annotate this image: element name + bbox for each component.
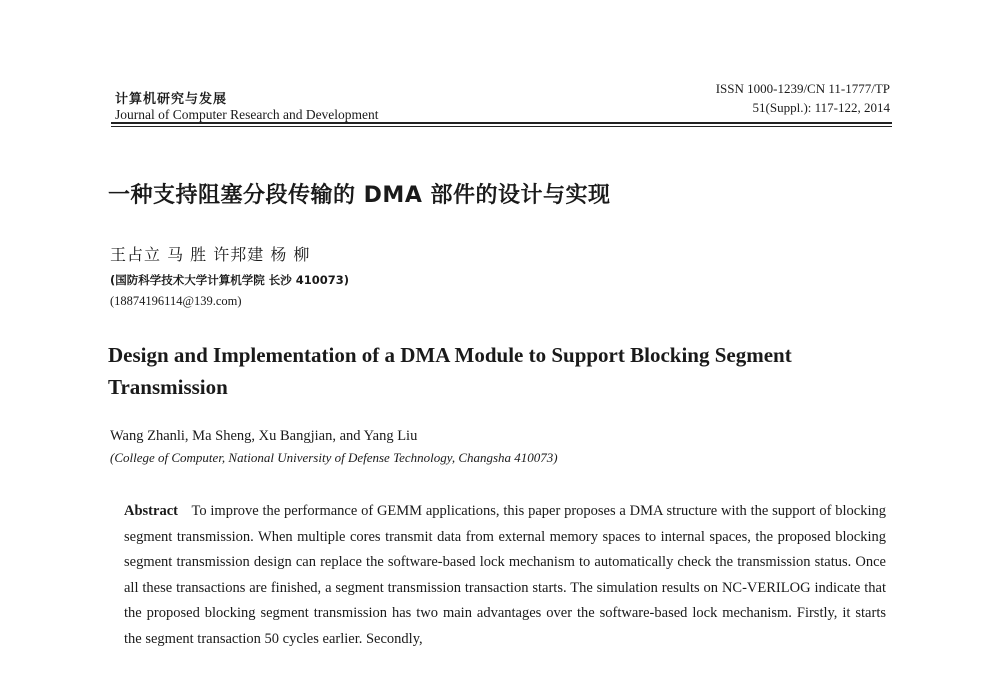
paper-title-english: Design and Implementation of a DMA Module to Support Blocking Segment Transmission xyxy=(108,343,792,399)
journal-name-english: Journal of Computer Research and Development xyxy=(115,107,379,122)
author-email: (18874196114@139.com) xyxy=(110,294,242,308)
header-rule-thin xyxy=(111,126,892,127)
journal-name-chinese: 计算机研究与发展 xyxy=(115,92,228,107)
abstract-paragraph xyxy=(124,499,886,653)
paper-title-chinese: 一种支持阻塞分段传输的 DMA 部件的设计与实现 xyxy=(108,183,611,208)
affiliation-english: (College of Computer, National University of Defense Technology, Changsha 410073) xyxy=(110,450,558,465)
abstract-text: To improve the performance of GEMM applications, this paper proposes a DMA structure with the support of blocking segment transmission. When multiple cores transmit data from external memory spaces to internal spaces, the proposed blocking segment transmission design can replace the software-based lock mechanism to automatically check the transmission status. Once all these transactions are finished, a segment transmission transaction starts. The simulation results on NC-VERILOG indicate that the proposed blocking segment transmission has two main advantages over the software-based lock mechanism. Firstly, it starts the segment transaction 50 cycles earlier. Secondly, xyxy=(124,503,886,647)
affiliation-chinese: (国防科学技术大学计算机学院 长沙 410073) xyxy=(110,273,350,287)
abstract-label: Abstract xyxy=(124,503,178,519)
header-rule-thick xyxy=(111,122,892,124)
issn-line: ISSN 1000-1239/CN 11-1777/TP xyxy=(715,81,890,96)
authors-chinese: 王占立 马 胜 许邦建 杨 柳 xyxy=(110,245,311,264)
volume-pages-year: 51(Suppl.): 117-122, 2014 xyxy=(752,100,890,115)
authors-english: Wang Zhanli, Ma Sheng, Xu Bangjian, and Yang Liu xyxy=(110,428,418,444)
